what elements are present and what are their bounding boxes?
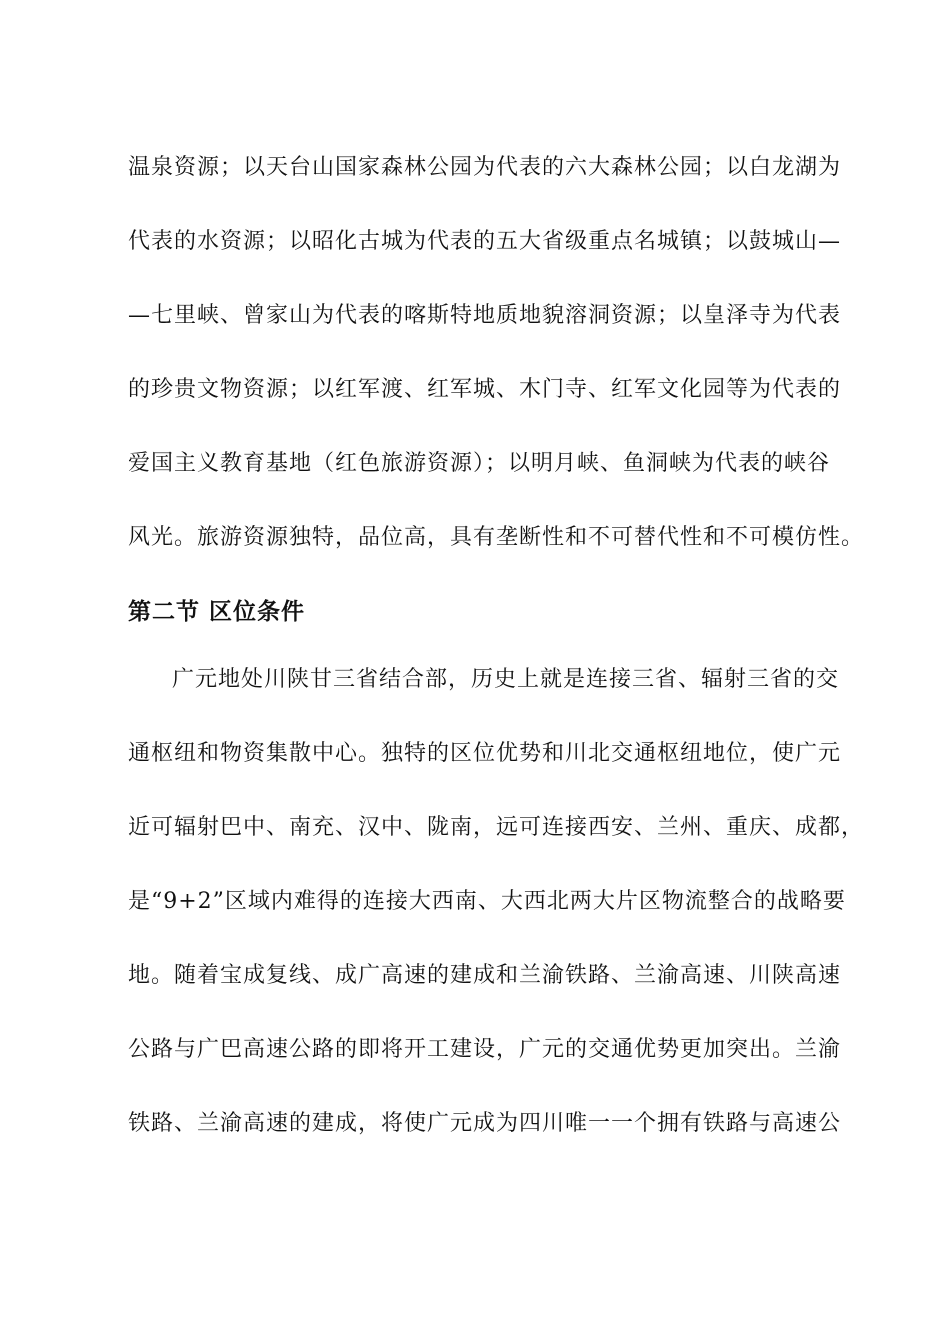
text-line: 公路与广巴高速公路的即将开工建设，广元的交通优势更加突出。兰渝 [128, 1037, 842, 1062]
text-line: 铁路、兰渝高速的建成，将使广元成为四川唯一一个拥有铁路与高速公 [128, 1111, 842, 1136]
text-line: 是“9+2”区域内难得的连接大西南、大西北两大片区物流整合的战略要 [128, 889, 846, 914]
text-line: 爱国主义教育基地（红色旅游资源）；以明月峡、鱼洞峡为代表的峡谷 [128, 451, 831, 476]
text-line: 通枢纽和物资集散中心。独特的区位优势和川北交通枢纽地位，使广元 [128, 741, 842, 766]
text-line: 的珍贵文物资源；以红军渡、红军城、木门寺、红军文化园等为代表的 [128, 377, 842, 402]
text-line: —七里峡、曾家山为代表的喀斯特地质地貌溶洞资源；以皇泽寺为代表 [128, 303, 842, 328]
text-line: 地。随着宝成复线、成广高速的建成和兰渝铁路、兰渝高速、川陕高速 [128, 963, 842, 988]
text-line: 广元地处川陕甘三省结合部，历史上就是连接三省、辐射三省的交 [172, 667, 840, 692]
text-line: 近可辐射巴中、南充、汉中、陇南，远可连接西安、兰州、重庆、成都， [128, 815, 865, 840]
text-line: 代表的水资源；以昭化古城为代表的五大省级重点名城镇；以鼓城山— [128, 229, 842, 254]
section-heading: 第二节 区位条件 [128, 599, 306, 625]
text-line: 风光。旅游资源独特，品位高，具有垄断性和不可替代性和不可模仿性。 [128, 525, 865, 550]
text-line: 温泉资源；以天台山国家森林公园为代表的六大森林公园；以白龙湖为 [128, 155, 842, 180]
